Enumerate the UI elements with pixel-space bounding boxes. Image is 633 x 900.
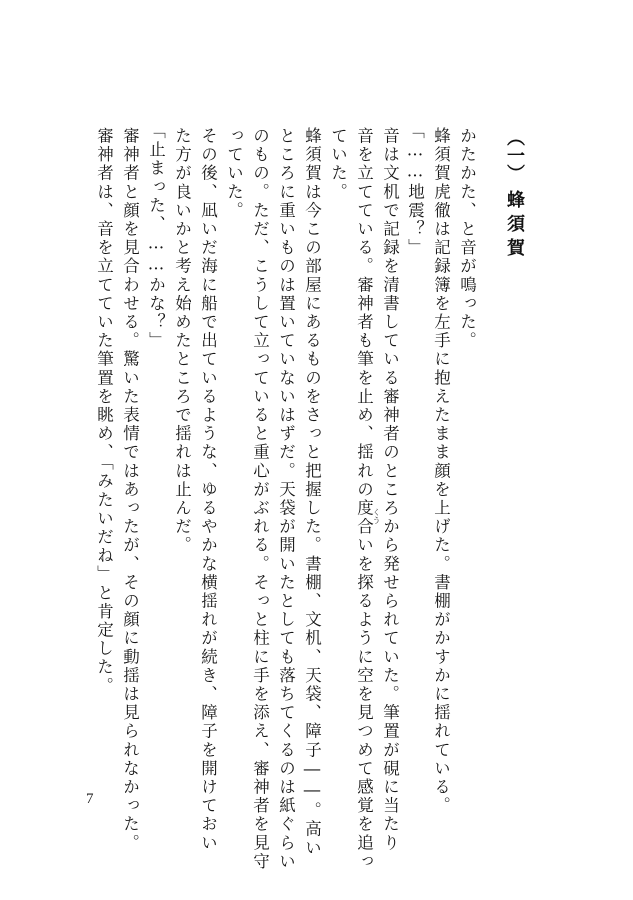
text-line-8: ところに重いものは置いていないはずだ。天袋が開いたとしても落ちてくるのは紙ぐらい (276, 127, 296, 871)
text-line-15: 審神者は、音を立てていた筆置を眺め、「みたいだね」と肯定した。 (94, 127, 114, 696)
text-line-13: 「止まった、……かな？」 (146, 122, 166, 351)
page-number: 7 (86, 791, 94, 807)
text-line-10: っていた。 (224, 127, 244, 220)
chapter-number: （一） (504, 128, 525, 182)
text-line-5: 音を立てている。審神者も筆を止め、揺れの度合いを探るように空を見つめて感覚を追っ (354, 127, 374, 871)
chapter-title: 蜂須賀 (504, 190, 525, 262)
text-line-11: その後、凪いだ海に船で出ているような、ゆるやかな横揺れが続き、障子を開けておい (198, 127, 218, 853)
text-line-9: のもの。ただ、こうして立っていると重心がぶれる。そっと柱に手を添え、審神者を見守 (250, 127, 270, 871)
ruby-reading: くう (372, 508, 381, 524)
text-line-2: 蜂須賀虎徹は記録簿を左手に抱えたまま顔を上げた。書棚がかすかに揺れている。 (431, 127, 451, 816)
text-line-12: た方が良いかと考え始めたところで揺れは止んだ。 (172, 127, 192, 555)
text-line-4: 音は文机で記録を清書している審神者のところから発せられていた。筆置が硯に当たり (380, 127, 400, 853)
text-line-6: ていた。 (328, 127, 348, 202)
text-line-14: 審神者と顔を見合わせる。驚いた表情ではあったが、その顔に動揺は見られなかった。 (120, 127, 140, 853)
text-line-7: 蜂須賀は今この部屋にあるものをさっと把握した。書棚、文机、天袋、障子――。高い (302, 127, 322, 858)
text-line-3: 「……地震？」 (405, 122, 425, 258)
text-line-1: かたかた、と音が鳴った。 (457, 127, 477, 351)
